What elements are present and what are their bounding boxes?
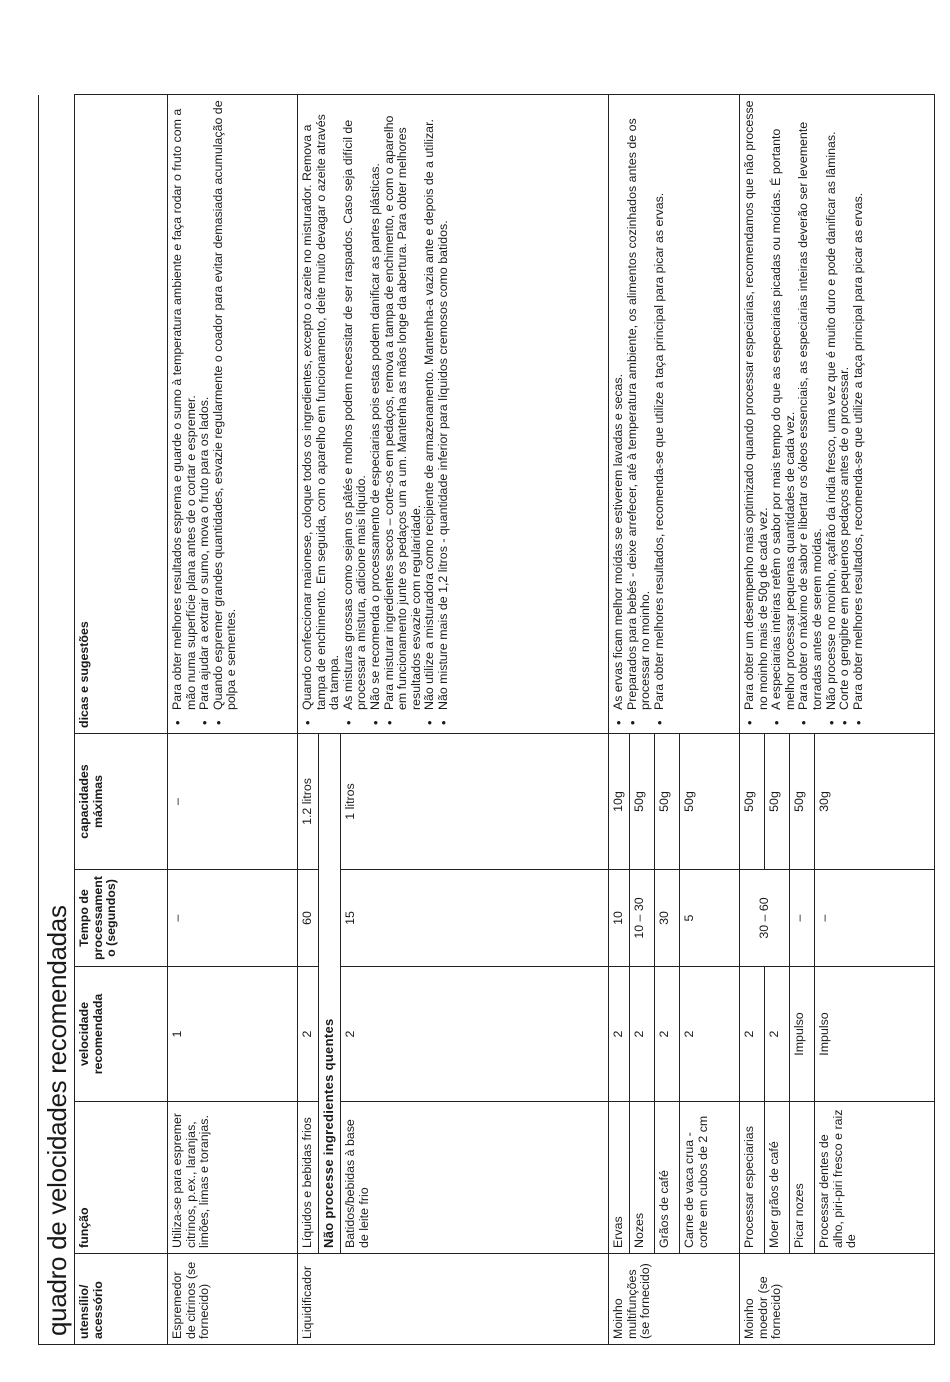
juicer-speed: 1	[168, 967, 298, 1102]
tip-item: • As ervas ficam melhor moídas se estiverem lavadas e secas.	[612, 100, 626, 727]
grinder-speed: Impulso	[790, 967, 815, 1102]
header-utensil: utensílio/ acessório	[75, 1254, 168, 1345]
tip-item: • Quando espremer grandes quantidades, esvazie regularmente o coador para evitar demasiada acumulação de polpa e sementes.	[212, 100, 239, 727]
page-title: quadro de velocidades recomendadas	[38, 95, 74, 1345]
multimill-function: Grãos de café	[655, 1102, 680, 1254]
header-function: função	[75, 1102, 168, 1254]
grinder-function: Moer grãos de café	[765, 1102, 790, 1254]
grinder-function: Processar dentes de alho, piri-piri fresco e raiz de	[815, 1102, 935, 1254]
blender-time-2: 15	[341, 870, 609, 967]
tip-item: • Para obter o máximo de sabor e libertar os óleos essenciais, as especiarias inteiras deverão ser levemente torradas antes de serem moídas.	[797, 100, 824, 727]
multimill-capacity: 50g	[680, 734, 740, 870]
juicer-tips	[168, 95, 298, 734]
tip-item: • Para ajudar a extrair o sumo, mova o fruto para os lados.	[198, 100, 212, 727]
blender-time-1: 60	[298, 870, 319, 967]
tip-item: • Não se recomenda o processamento de especiarias pois estas podem danificar as partes plásticas.	[369, 100, 383, 727]
blender-capacity-2: 1 litros	[341, 734, 609, 870]
blender-capacity-1: 1.2 litros	[298, 734, 319, 870]
tip-item: • Para misturar ingredientes secos – corte-os em pedaços, remova a tampa de enchimento, e com o aparelho em funcionamento junte os pedaços um a um. Mantenha as mãos longe da abertura. Para obter melhores resultados esvazie com regularidade.	[383, 100, 424, 727]
juicer-function: Utiliza-se para espremer citrinos, p.ex., laranjas, limões, limas e toranjas.	[168, 1102, 298, 1254]
multimill-time: 30	[655, 870, 680, 967]
grinder-capacity: 30g	[815, 734, 935, 870]
juicer-row	[168, 95, 298, 1345]
grinder-utensil: Moinho moedor (se fornecido)	[740, 1254, 935, 1345]
tip-item: • Para obter melhores resultados, recomenda-se que utilize a taça principal para picar as ervas.	[653, 100, 667, 727]
multimill-time: 5	[680, 870, 740, 967]
header-tips: dicas e sugestões	[75, 95, 168, 734]
tip-item: • Quando confeccionar maionese, coloque todos os ingredientes, excepto o azeite no misturador. Remova a tampa de enchimento. Em seguida, com o aparelho em funcionamento, deite muito devagar o azeite através da tampa.	[301, 100, 342, 727]
header-capacity: capacidades máximas	[75, 734, 168, 870]
blender-function-2: Batidos/bebidas à base de leite frio	[341, 1102, 609, 1254]
tip-item: • Corte o gengibre em pequenos pedaços antes de o processar.	[838, 100, 852, 727]
multimill-utensil: Moinho multifunções (se fornecido)	[609, 1254, 740, 1345]
multimill-function: Ervas	[609, 1102, 630, 1254]
multimill-capacity: 50g	[655, 734, 680, 870]
grinder-function: Picar nozes	[790, 1102, 815, 1254]
header-speed: velocidade recomendada	[75, 967, 168, 1102]
grinder-function: Processar especiarias	[740, 1102, 765, 1254]
grinder-tips	[740, 95, 935, 734]
grinder-speed: 2	[740, 967, 765, 1102]
tip-item: • Para obter melhores resultados, recomenda-se que utilize a taça principal para picar as ervas.	[852, 100, 866, 727]
grinder-capacity: 50g	[740, 734, 765, 870]
blender-speed-1: 2	[298, 967, 319, 1102]
multimill-speed: 2	[609, 967, 630, 1102]
tip-item: • As misturas grossas como sejam os pâtés e molhos podem necessitar de ser raspados. Caso seja difícil de processar a mistura, adicione mais líquido.	[342, 100, 369, 727]
blender-speed-2: 2	[341, 967, 609, 1102]
multimill-speed: 2	[680, 967, 740, 1102]
blender-function-1: Líquidos e bebidas frios	[298, 1102, 319, 1254]
grinder-capacity: 50g	[790, 734, 815, 870]
blender-tips	[298, 95, 609, 734]
multimill-speed: 2	[655, 967, 680, 1102]
multimill-function: Carne de vaca crua - corte em cubos de 2 cm	[680, 1102, 740, 1254]
tip-item: • Não misture mais de 1,2 litros - quantidade inferior para líquidos cremosos como batidos.	[437, 100, 451, 727]
multimill-speed: 2	[630, 967, 655, 1102]
blender-row-1	[298, 95, 319, 1345]
grinder-speed: 2	[765, 967, 790, 1102]
multimill-capacity: 10g	[609, 734, 630, 870]
blender-utensil: Liquidificador	[298, 1254, 609, 1345]
grinder-capacity: 50g	[765, 734, 790, 870]
grinder-time: –	[790, 870, 815, 967]
juicer-utensil: Espremedor de citrinos (se fornecido)	[168, 1254, 298, 1345]
speed-table	[74, 94, 935, 1345]
juicer-time: –	[168, 870, 298, 967]
rotated-page	[38, 95, 938, 1345]
juicer-capacity: –	[168, 734, 298, 870]
multimill-function: Nozes	[630, 1102, 655, 1254]
tip-item: • Preparados para bebés - deixe arrefecer, até à temperatura ambiente, os alimentos cozinhados antes de os processar no moinho.	[626, 100, 653, 727]
grinder-time: –	[815, 870, 935, 967]
multimill-time: 10 – 30	[630, 870, 655, 967]
tip-item: • Para obter um desempenho mais optimizado quando processar especiarias, recomendamos que não processe no moinho mais de 50g de cada vez.	[743, 100, 770, 727]
header-time: Tempo de processamento (segundos)	[75, 870, 168, 967]
tip-item: • A especiarias inteiras retêm o sabor por mais tempo do que as especiarias picadas ou moídas. É portanto melhor processar pequenas quantidades de cada vez.	[770, 100, 797, 727]
grinder-speed: Impulso	[815, 967, 935, 1102]
header-row	[75, 95, 168, 1345]
grinder-row	[740, 95, 765, 1345]
tip-item: • Não processe no moinho, açafrão da índia fresco, uma vez que é muito duro e pode danificar as lâminas.	[825, 100, 839, 727]
grinder-time-shared: 30 – 60	[740, 870, 790, 967]
multimill-tips	[609, 95, 740, 734]
multimill-time: 10	[609, 870, 630, 967]
multimill-capacity: 50g	[630, 734, 655, 870]
tip-item: • Para obter melhores resultados esprema e guarde o sumo à temperatura ambiente e faça rodar o fruto com a mão numa superfície plana antes de o cortar e espremer.	[171, 100, 198, 727]
tip-item: • Não utilize a misturadora como recipiente de armazenamento. Mantenha-a vazia ante e depois de a utilizar.	[423, 100, 437, 727]
multimill-row	[609, 95, 630, 1345]
blender-warning: Não processe ingredientes quentes	[319, 734, 341, 1254]
